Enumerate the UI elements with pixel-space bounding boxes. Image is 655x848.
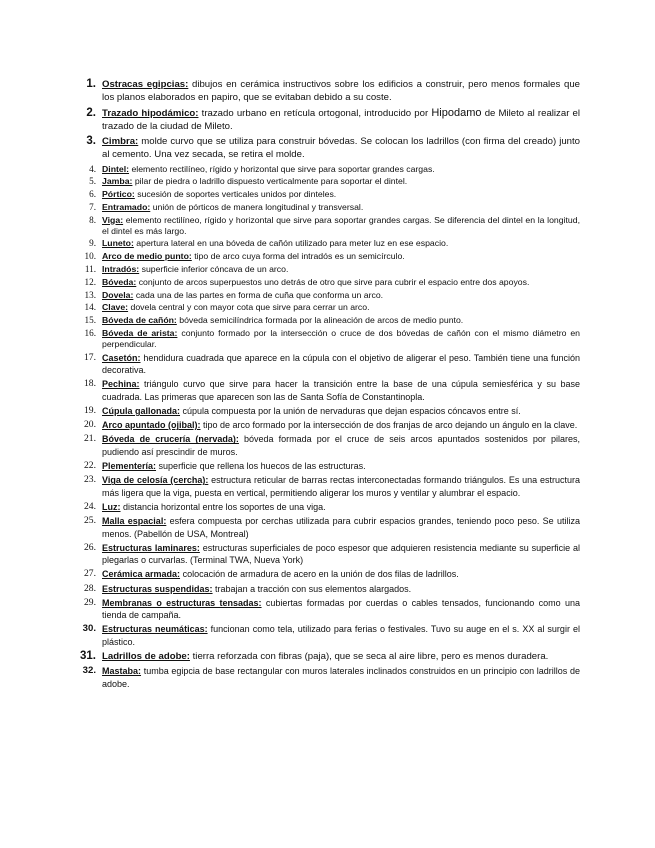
item-text [96,290,580,301]
definition: elemento rectilíneo, rígido y horizontal que sirve para soportar grandes cargas. [131,163,435,174]
term: Ostracas egipcias: [102,79,189,90]
definition: cúpula compuesta por la unión de nervaduras que dejan espacios cóncavos entre sí. [182,406,521,417]
item-number: 15. [84,315,96,326]
item-text [96,568,580,580]
item-text [96,501,580,513]
definition: cubiertas formadas por cuerdas o cables tensados, funcionando como una tienda de campaña. [102,597,580,621]
list-item [74,460,580,472]
term: Bóveda de cañón: [102,315,177,326]
item-number: 27. [84,568,96,580]
term: Luneto: [102,238,134,249]
definition: esfera compuesta por cerchas utilizada para cubrir espacios grandes, teniendo poco peso. Se utiliza menos. (Pabellón de USA, Montreal) [102,516,580,539]
list-item [74,419,580,431]
definition: unión de pórticos de manera longitudinal y transversal. [152,201,364,212]
item-number: 17. [84,351,96,363]
item-number: 1. [86,78,96,90]
item-text [96,264,580,275]
item-text [96,515,580,540]
item-text [96,665,580,690]
list-item [74,515,580,540]
item-text [96,176,580,187]
item-number: 32. [82,665,96,677]
item-number: 28. [84,582,96,594]
item-number: 5. [89,176,96,187]
item-number: 20. [84,419,96,431]
list-item [74,378,580,403]
item-text [96,474,580,499]
term: Estructuras suspendidas: [102,583,213,594]
item-number: 4. [89,163,96,174]
definition: hendidura cuadrada que aparece en la cúpula con el objetivo de aligerar el peso. También tiene una función decorativa. [102,352,580,376]
term: Entramado: [102,201,151,212]
list-item [74,78,580,104]
item-text [96,378,580,403]
item-text [96,251,580,262]
item-text [96,433,580,458]
item-text [96,328,580,350]
list-item [74,568,580,580]
list-item [74,215,580,237]
definition-name: Hipodamo [431,106,482,119]
term: Dintel: [102,163,130,174]
item-number: 8. [89,214,96,225]
item-number: 12. [84,276,96,287]
term: Membranas o estructuras tensadas: [102,597,262,608]
term: Estructuras laminares: [102,542,200,553]
item-number: 30. [82,623,96,635]
item-text [96,164,580,175]
list-item [74,650,580,663]
item-number: 9. [89,238,96,249]
list-item [74,176,580,187]
definition: dibujos en cerámica instructivos sobre los edificios a construir, pero menos formales que los planos elaborados en papiro, que se evitaban debido a su coste. [102,79,580,103]
item-text [96,542,580,567]
term: Clave: [102,302,129,313]
list-item [74,290,580,301]
term: Bóveda de arista: [102,328,178,339]
list-item [74,315,580,326]
item-text [96,78,580,104]
list-item [74,238,580,249]
definition: tumba egipcia de base rectangular con muros laterales inclinados construidos en un principio con ladrillos de adobe. [102,666,580,689]
list-item [74,164,580,175]
item-text [96,460,580,472]
list-item [74,277,580,288]
term: Casetón: [102,352,141,363]
definition: bóveda semicilíndrica formada por la alineación de arcos de medio punto. [179,315,464,326]
term: Plementería: [102,461,157,472]
term: Viga: [102,214,124,225]
item-text [96,277,580,288]
definition: dovela central y con mayor cota que sirve para cerrar un arco. [130,302,370,313]
term: Cerámica armada: [102,569,181,580]
definition: de Mileto al realizar el trazado de la ciudad de Mileto. [102,107,581,132]
list-item [74,264,580,275]
term: Arco de medio punto: [102,251,192,262]
item-number: 3. [86,135,96,147]
item-text [96,189,580,200]
list-item [74,352,580,377]
item-text [96,238,580,249]
definition: bóveda formada por el cruce de seis arcos apuntados sostenidos por pilares, pudiendo así prescindir de muros. [102,434,580,457]
item-text [96,202,580,213]
term: Viga de celosía (cercha): [102,475,209,486]
list-item [74,405,580,417]
definition: superficie que rellena los huecos de las estructuras. [158,461,366,472]
term: Ladrillos de adobe: [102,650,190,662]
list-item [74,328,580,350]
list-item [74,189,580,200]
item-number: 13. [84,289,96,300]
item-number: 31. [80,649,96,662]
item-text [96,597,580,622]
list-item [74,501,580,513]
definition: conjunto de arcos superpuestos uno detrás de otro que sirve para cubrir el espacio entre dos apoyos. [138,276,530,287]
list-item [74,251,580,262]
item-text [96,419,580,431]
term: Luz: [102,501,121,512]
item-number: 29. [84,596,96,608]
item-number: 23. [84,474,96,486]
item-number: 2. [86,106,96,119]
term: Mastaba: [102,666,142,677]
item-number: 14. [84,302,96,313]
item-text [96,315,580,326]
definition: funcionan como tela, utilizado para ferias o festivales. Tuvo su auge en el s. XX al surgir el plástico. [102,624,580,647]
definition: cada una de las partes en forma de cuña que conforma un arco. [135,289,384,300]
term: Arco apuntado (ojibal): [102,420,201,431]
term: Trazado hipodámico: [102,107,199,119]
item-number: 18. [84,378,96,390]
list-item [74,665,580,690]
definition: estructura reticular de barras rectas interconectadas formando triángulos. Es una estructura más ligera que la viga, puesta en vertical, permitiendo aligerar los muros y ventilar y alumbrar el espacio. [102,475,580,498]
item-number: 26. [84,541,96,553]
item-text [96,135,580,161]
item-text [96,405,580,417]
term: Pórtico: [102,189,135,200]
definition: trabajan a tracción con sus elementos alargados. [215,583,412,594]
term: Jamba: [102,176,133,187]
definition: elemento rectilíneo, rígido y horizontal que sirve para soportar grandes cargas. Se diferencia del dintel en la longitud, el dintel es más largo. [102,214,580,236]
list-item [74,597,580,622]
item-number: 6. [89,189,96,200]
term: Cimbra: [102,136,139,147]
item-text [96,107,580,133]
list-item [74,474,580,499]
term: Bóveda: [102,276,137,287]
item-text [96,623,580,648]
definition: estructuras superficiales de poco espesor que adquieren resistencia mediante su superficie al plegarlas o curvarlas. (Terminal TWA, Nueva York) [102,542,580,566]
definition: conjunto formado por la intersección o cruce de dos bóvedas de cañón con el mismo diámetro en perpendicular. [102,328,580,350]
definition: tierra reforzada con fibras (paja), que se seca al aire libre, pero es menos duradera. [192,650,549,662]
term: Pechina: [102,379,140,390]
definition: distancia horizontal entre los soportes de una viga. [123,501,326,512]
item-number: 10. [84,251,96,262]
definition: pilar de piedra o ladrillo dispuesto verticalmente para soportar el dintel. [134,176,408,187]
list-item [74,542,580,567]
glossary-list [74,78,580,692]
item-number: 24. [84,500,96,512]
item-number: 25. [84,515,96,527]
definition: sucesión de soportes verticales unidos por dinteles. [137,189,337,200]
term: Intradós: [102,264,140,275]
definition: molde curvo que se utiliza para construir bóvedas. Se colocan los ladrillos (con firma del creado) junto al cemento. Una vez secada, se retira el molde. [102,136,580,160]
item-text [96,352,580,377]
list-item [74,202,580,213]
item-number: 19. [84,405,96,417]
item-text [96,583,580,595]
item-number: 11. [84,264,96,275]
list-item [74,302,580,313]
term: Dovela: [102,289,134,300]
definition: triángulo curvo que sirve para hacer la transición entre la base de una cúpula semiesférica y su base cuadrada. Las primeras que aparecen son las de Santa Sofía de Constantinopla. [102,379,580,402]
item-number: 21. [84,433,96,445]
item-number: 7. [89,201,96,212]
list-item [74,107,580,133]
item-number: 16. [84,328,96,339]
definition: apertura lateral en una bóveda de cañón utilizado para meter luz en ese espacio. [136,238,449,249]
list-item [74,433,580,458]
item-number: 22. [84,460,96,472]
definition: colocación de armadura de acero en la unión de dos filas de ladrillos. [182,569,459,580]
item-text [96,215,580,237]
item-text [96,650,580,663]
list-item [74,583,580,595]
definition: tipo de arco cuya forma del intradós es un semicírculo. [194,251,405,262]
term: Malla espacial: [102,516,167,527]
term: Bóveda de crucería (nervada): [102,434,239,445]
term: Estructuras neumáticas: [102,624,208,635]
list-item [74,135,580,161]
item-text [96,302,580,313]
definition: superficie inferior cóncava de un arco. [141,264,289,275]
term: Cúpula gallonada: [102,406,181,417]
definition: trazado urbano en retícula ortogonal, introducido por [201,107,429,119]
definition: tipo de arco formado por la intersección de dos franjas de arco dejando un ángulo en la clave. [203,420,578,431]
list-item [74,623,580,648]
